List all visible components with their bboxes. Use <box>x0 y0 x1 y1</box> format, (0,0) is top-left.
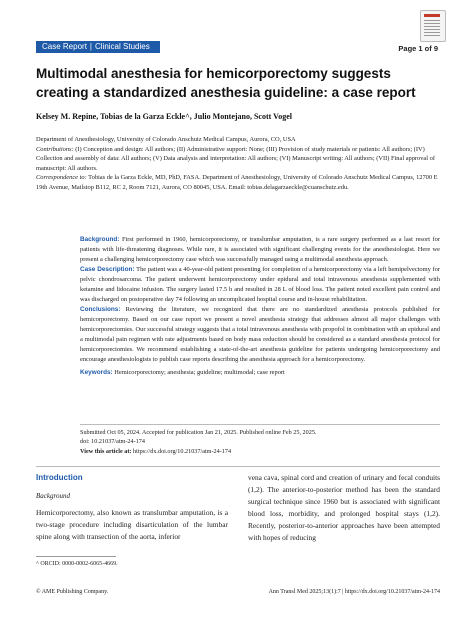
orcid-footnote: ^ ORCID: 0000-0002-6065-4669. <box>36 561 118 567</box>
affiliation-block <box>36 135 440 193</box>
abstract-case <box>80 265 440 305</box>
body-paragraph-right: vena cava, spinal cord and creation of urinary and fecal conduits (1,2). The anterior-to-posterior method has been the standard surgical technique since 1960 but is associated with significant blood loss, morbidity, and prolonged hospital stays (1,2). Recently, posterior-to-anterior approaches have been attempted with hopes of reducing <box>248 473 440 542</box>
article-link[interactable] <box>80 447 440 456</box>
page-footer <box>36 589 440 595</box>
article-title: Multimodal anesthesia for hemicorporectomy suggests creating a standardized anesthesia guideline: a case report <box>36 66 416 100</box>
check-for-updates-icon[interactable] <box>420 10 446 42</box>
abstract-background <box>80 235 440 265</box>
article-link-url[interactable]: https://dx.doi.org/10.21037/atm-24-174 <box>131 447 232 455</box>
background-text: First performed in 1960, hemicorporectomy, or translumbar amputation, is a rare surgery performed as a last resort for patients with life-threatening diagnoses. While rare, it is associated with significant challenging events for the anesthesiologist. Here we present a challenging hemicorporectomy case which was successfully managed using a multimodal anesthesia approach. <box>80 236 440 263</box>
subcategory-label: Clinical Studies <box>95 42 150 51</box>
journal-citation: Ann Transl Med 2025;13(1):7 | https://dx.doi.org/10.21037/atm-24-174 <box>268 589 440 595</box>
conclusions-label: Conclusions: <box>80 306 121 313</box>
category-label: Case Report <box>42 42 87 51</box>
doi: doi: 10.21037/atm-24-174 <box>80 438 145 446</box>
correspondence-text: Tobias de la Garza Eckle, MD, PhD, FASA. Department of Anesthesiology, University of Colorado Anschutz Medical Campus, 12700 E 19th Avenue, Mailstop B112, RC 2, Room 7121, Aurora, CO 80045, USA. Email: tobias.delagarzaeckle@cuanschutz.edu. <box>36 174 438 191</box>
body-paragraph-left: Hemicorporectomy, also known as translumbar amputation, is a two-stage procedure including disarticulation of the lumbar spine along with transection of the aorta, inferior <box>36 508 228 541</box>
author-list: Kelsey M. Repine, Tobias de la Garza Eckle^, Julio Montejano, Scott Vogel <box>36 112 292 121</box>
background-heading: Background <box>36 492 70 500</box>
body-column-left <box>36 472 228 543</box>
article-link-label: View this article at: <box>80 447 132 455</box>
conclusions-text: Reviewing the literature, we recognized that there are no standardized anesthesia protocols published for hemicorporectomy. Based on our case report we present a novel anesthesia strategy that addresses almost all major challenges with hemicorporectomies. Our successful strategy suggests that a total intravenous anesthesia with propofol in combination with an epidural and a multimodal pain regimen with rate adjustments based on body mass reduction should be considered as a standard anesthesia protocol for hemicorporectomies. We recommend establishing a state-of-the-art anesthesia guideline for patients undergoing hemicorporectomy and encourage anesthesiologists to publish case reports describing the anesthesia approach for a hemicorporectomy. <box>80 306 440 363</box>
abstract <box>80 235 440 378</box>
page-number: Page 1 of 9 <box>398 44 438 53</box>
abstract-keywords <box>80 368 440 378</box>
abstract-conclusions <box>80 305 440 365</box>
case-text: The patient was a 40-year-old patient presenting for completion of a hemicorporectomy via a left hemipelvectomy for pelvic chondrosarcoma. The patient underwent hemicorporectomy under epidural and total intravenous anesthesia supplemented with ketamine and lidocaine infusion. The surgery lasted 17.5 h and resulted in 28 L of blood loss. The patient noted excellent pain control and was discharged on postoperative day 74 following an uncomplicated hospital course and in-house rehabilitation. <box>80 266 441 303</box>
abstract-divider <box>80 424 440 425</box>
contributions-text: (I) Conception and design: All authors; (II) Administrative support: None; (III) Provision of study materials or patients: All authors; (IV) Collection and assembly of data: All authors; (V) Data analysis and interpretation: All authors; (VI) Manuscript writing: All authors; (VII) Final approval of manuscript: All authors. <box>36 145 435 172</box>
correspondence <box>36 173 440 192</box>
correspondence-label: Correspondence to: <box>36 174 87 182</box>
body-divider <box>36 466 440 467</box>
contributions <box>36 145 440 174</box>
body-column-right <box>248 472 440 544</box>
footnote-rule <box>36 556 116 557</box>
article-type-bar <box>36 41 160 53</box>
submission-dates: Submitted Oct 05, 2024. Accepted for publication Jan 21, 2025. Published online Feb 25, 2025. <box>80 429 317 436</box>
department: Department of Anesthesiology, University of Colorado Anschutz Medical Campus, Aurora, CO, USA <box>36 136 296 143</box>
introduction-heading: Introduction <box>36 473 83 482</box>
case-label: Case Description: <box>80 266 135 273</box>
keywords-label: Keywords: <box>80 369 113 376</box>
keywords-text: Hemicorporectomy; anesthesia; guideline; multimodal; case report <box>112 369 285 376</box>
publication-dates <box>80 428 440 456</box>
publisher-copyright: © AME Publishing Company. <box>36 589 109 595</box>
category-divider: | <box>89 42 92 51</box>
contributions-label: Contributions: <box>36 145 74 153</box>
background-label: Background: <box>80 236 120 243</box>
